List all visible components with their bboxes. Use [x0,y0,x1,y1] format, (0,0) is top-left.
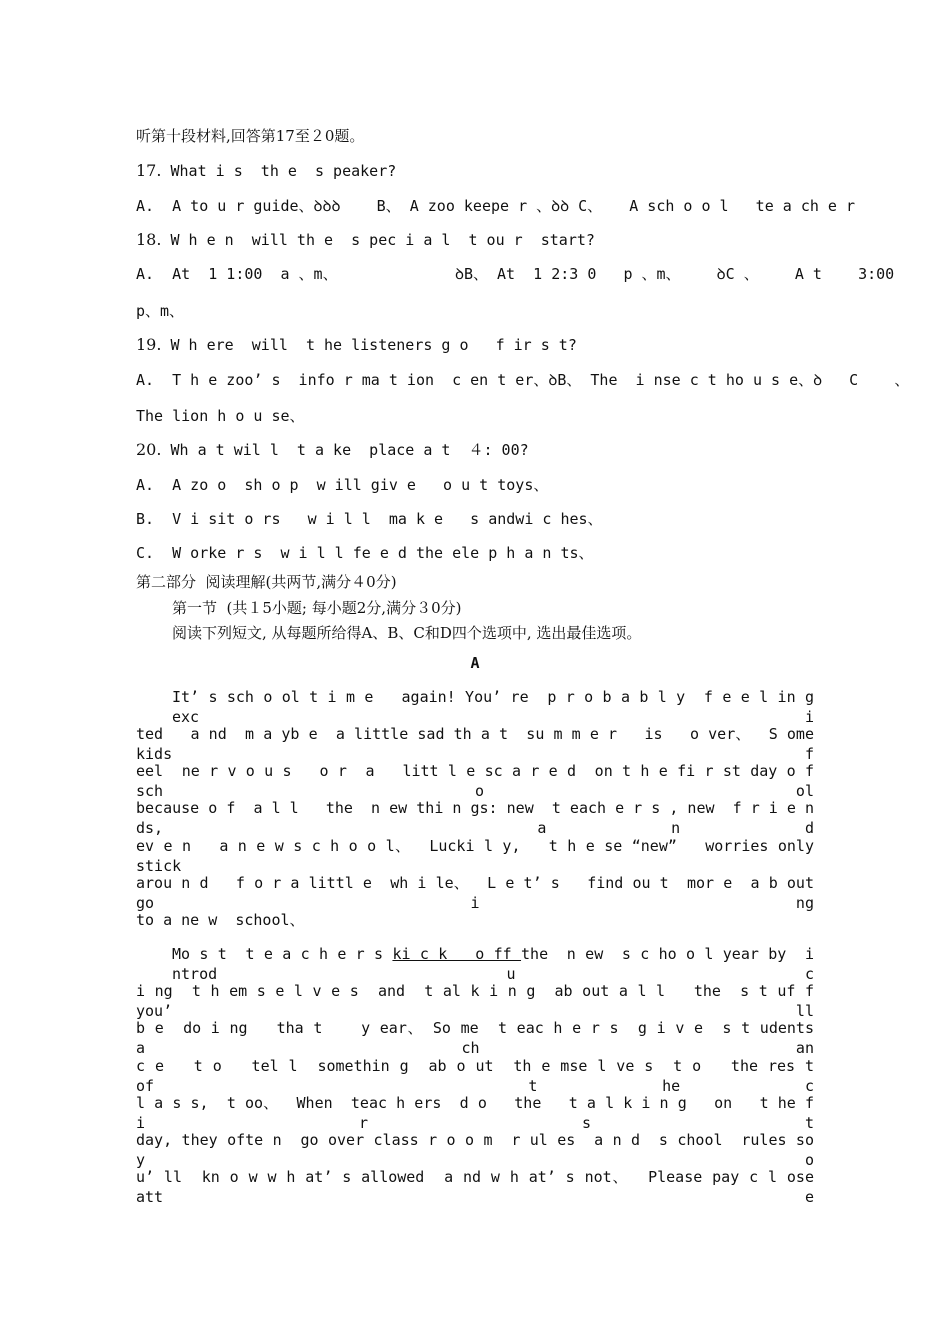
question-number: 19. [136,335,162,354]
question-number: 18. [136,230,162,249]
paragraph-1-line: ev e n a n e w s c h o o l、 Lucki l y, t h e se “new” worries only stick [136,837,824,875]
question-text: W h ere will t he listeners g o f ir s t? [170,336,577,354]
section-title: 第一节 (共１5小题; 每小题2分,满分３0分) [172,599,462,617]
paragraph-2-text: the n ew s c ho o l year by i ntrod u c [172,945,824,983]
paragraph-2-line: c e t o tel l somethin g ab o ut th e mse l ve s t o the res t of t he c [136,1057,833,1095]
question-19-options: A. T h e zoo’ s info r ma t ion c en t er、ꝺB、 The i nse c t ho u s e、ꝺ C 、 [136,371,910,389]
paragraph-1-line: It’ s sch o ol t i m e again! You’ re p r o b a b l y f e e l in g exc i [172,688,833,726]
question-19-options-cont: The lion h o u se、 [136,407,305,425]
question-text: Wh a t wil l t a ke place a t ４: 00? [170,441,529,459]
question-20 [136,440,814,460]
passage-label: A [470,654,480,672]
question-19 [136,335,814,355]
paragraph-2-line [172,944,824,984]
paragraph-1-line: to a ne w school、 [136,911,305,929]
question-17 [136,161,814,181]
paragraph-1-line: ted a nd m a yb e a little sad th a t su m m e r is o ver、 S ome kids f [136,725,824,763]
paragraph-1-line: arou n d f o r a littl e wh i le、 L e t’ s find ou t mor e a b out go i ng [136,874,824,912]
paragraph-2-line: l a s s, t oo、 When teac h ers d o the t a l k i n g on t he f i r s t [136,1094,824,1132]
question-18-options-cont: p、m、 [136,302,185,320]
question-text: W h e n will th e s pec i a l t ou r start? [170,231,595,249]
paragraph-1-line: eel ne r v o u s o r a litt l e sc a r e d on t h e fi r st day o f sch o ol [136,762,833,800]
paragraph-2-text: Mo s t t e a c h e r s [172,945,393,963]
question-20-option-b: B. V i sit o rs w i l l ma k e s andwi c hes、 [136,510,603,528]
paragraph-2-line: day, they ofte n go over class r o o m r ul es a n d s chool rules so y o [136,1131,824,1169]
paragraph-2-line: u’ ll kn o w w h at’ s allowed a nd w h at’ s not、 Please pay c l ose att e [136,1168,824,1206]
paragraph-1-line: because o f a l l the n ew thi n gs: new t each e r s , new f r i e n ds, a n d [136,799,824,837]
question-20-option-a: A. A zo o sh o p w ill giv e o u t toys、 [136,476,549,494]
question-18 [136,230,814,250]
question-number: 17. [136,161,162,180]
listening-instruction: 听第十段材料,回答第17至２0题。 [136,127,365,145]
paragraph-2-line: i ng t h em s e l v e s and t al k i n g ab out a l l the s t uf f you’ ll [136,982,833,1020]
question-text: What i s th e s peaker? [170,162,397,180]
question-18-options: A. At 1 1:00 a 、m、 ꝺB、 At 1 2:3 0 p 、m、 ꝺC 、 A t 3:00 [136,265,895,283]
part-title: 第二部分 阅读理解(共两节,满分４0分) [136,573,397,591]
question-20-option-c: C. W orke r s w i l l fe e d the ele p h a n ts、 [136,544,594,562]
underlined-phrase: ki c k o ff [392,945,522,963]
paragraph-2-line: b e do i ng tha t y ear、 So me t eac h e r s g i v e s t udents a ch an [136,1019,842,1057]
question-number: 20. [136,440,162,459]
question-17-options: A. A to u r guide、ꝺꝺꝺ B、 A zoo keepe r 、ꝺꝺ C、 A sch o o l te a ch e r [136,197,856,215]
reading-instruction: 阅读下列短文, 从每题所给得A、B、C和D四个选项中, 选出最佳选项。 [172,624,642,642]
